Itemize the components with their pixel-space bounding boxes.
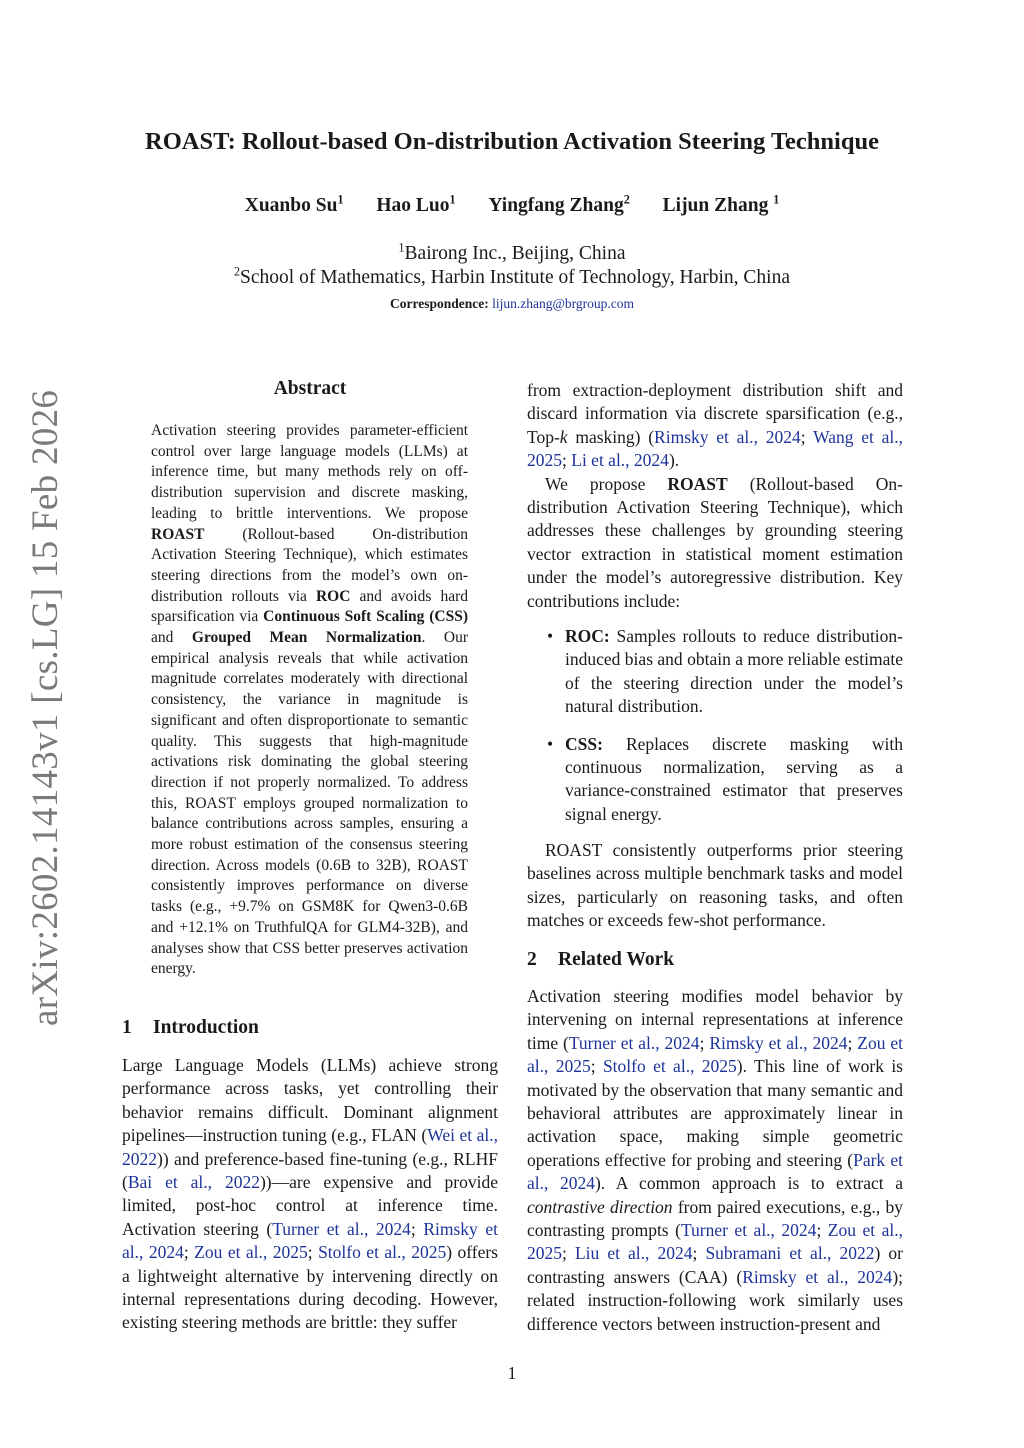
citation-link[interactable]: Turner et al., 2024 xyxy=(272,1218,411,1239)
citation-link[interactable]: Zou et al., 2025 xyxy=(527,1032,903,1077)
bullet-icon: • xyxy=(547,626,554,646)
author-affiliation-mark: 2 xyxy=(623,192,630,207)
citation-link[interactable]: Bai et al., 2022 xyxy=(127,1172,260,1193)
affiliation-text: Bairong Inc., Beijing, China xyxy=(404,243,626,264)
author-yingfang-zhang xyxy=(488,192,630,216)
summary-paragraph: ROAST consistently outperforms prior steering baselines across multiple benchmark tasks and model sizes, particularly on reasoning tasks, and often matches or exceeds few-shot performance. xyxy=(527,840,903,931)
author-affiliation-mark: 1 xyxy=(337,192,344,207)
citation-link[interactable]: Turner et al., 2024 xyxy=(568,1032,700,1053)
author-name: Lijun Zhang xyxy=(662,195,769,216)
author-lijun-zhang xyxy=(662,192,780,216)
gmn-term: Grouped Mean Normalization xyxy=(191,629,422,647)
author-xuanbo-su xyxy=(244,192,344,216)
author-affiliation-mark: 1 xyxy=(449,192,456,207)
contribution-item-roc: • ROC: Samples rollouts to reduce distribution-induced bias and obtain a more reliable estimate of the steering direction under the model’s natural distribution. xyxy=(547,626,903,717)
citation-link[interactable]: Rimsky et al., 2024 xyxy=(742,1266,893,1287)
section-heading-related-work xyxy=(527,949,674,971)
section-title: Related Work xyxy=(558,949,675,970)
author-list xyxy=(0,192,1024,217)
citation-link[interactable]: Zou et al., 2025 xyxy=(527,1220,903,1264)
affiliation-mark: 2 xyxy=(234,264,241,279)
abstract-heading: Abstract xyxy=(273,378,347,399)
citation-link[interactable]: Rimsky et al., 2024 xyxy=(654,426,801,447)
section-heading-introduction xyxy=(122,1017,259,1039)
citation-link[interactable]: Rimsky et al., 2024 xyxy=(122,1218,498,1263)
related-work-body: Activation steering modifies model behavior by intervening on internal representations at inference time (Turner et al., 2024; Rimsky et al., 2024; Zou et al., 2025; Stolfo et al., 2025). This line of work is motivated by the observation that many semantic and behavioral attributes are approximately linear in activation space, making simple geometric operations effective for probing and steering (Park et al., 2024). A common approach is to extract a contrastive direction from paired executions, e.g., by contrasting prompts (Turner et al., 2024; Zou et al., 2025; Liu et al., 2024; Subramani et al., 2022) or contrasting answers (CAA) (Rimsky et al., 2024); related instruction-following work similarly uses difference vectors between instruction-present and xyxy=(527,986,904,1334)
section-number: 1 xyxy=(122,1017,132,1038)
correspondence-label: Correspondence: xyxy=(389,296,489,311)
author-name: Yingfang Zhang xyxy=(488,195,624,216)
introduction-continued xyxy=(527,379,903,613)
citation-link[interactable]: Subramani et al., 2022 xyxy=(705,1243,875,1264)
abstract-body: Activation steering provides parameter-efficient control over large language models (LLMs) at inference time, but many methods rely on off-distribution supervision and discrete masking, leading to brittle interventions. We propose ROAST (Rollout-based On-distribution Activation Steering Technique), which estimates steering directions from the model’s own on-distribution rollouts via ROC and avoids hard sparsification via Continuous Soft Scaling (CSS) and Grouped Mean Normalization. Our empirical analysis reveals that while activation magnitude correlates moderately with directional consistency, the variance in magnitude is significant and often disproportionate to semantic quality. This suggests that high-magnitude activations risk dominating the global steering direction if not properly normalized. To address this, ROAST employs grouped normalization to balance contributions across samples, ensuring a more robust estimation of the consensus steering direction. Across models (0.6B to 32B), ROAST consistently improves performance on diverse tasks (e.g., +9.7% on GSM8K for Qwen3-0.6B and +12.1% on TruthfulQA for GLM4-32B), and analyses show that CSS better preserves activation energy. xyxy=(151,422,468,978)
citation-link[interactable]: Turner et al., 2024 xyxy=(680,1220,817,1241)
author-affiliation-mark: 1 xyxy=(773,192,780,207)
bullet-icon: • xyxy=(547,733,554,754)
citation-link[interactable]: Li et al., 2024 xyxy=(571,450,669,471)
css-term: Continuous Soft Scaling (CSS) xyxy=(263,608,468,626)
citation-link[interactable]: Rimsky et al., 2024 xyxy=(709,1032,848,1053)
citation-link[interactable]: Stolfo et al., 2025 xyxy=(602,1056,737,1077)
citation-link[interactable]: Zou et al., 2025 xyxy=(194,1242,308,1263)
affiliation-text: School of Mathematics, Harbin Institute of Technology, Harbin, China xyxy=(240,267,790,288)
roast-term: ROAST xyxy=(151,525,205,543)
author-name: Hao Luo xyxy=(376,195,450,216)
correspondence-line xyxy=(0,296,1024,312)
affiliation-mark: 1 xyxy=(398,240,405,255)
roast-term: ROAST xyxy=(667,473,728,494)
author-hao-luo xyxy=(376,192,456,216)
introduction-body: Large Language Models (LLMs) achieve strong performance across tasks, yet controlling their behavior remains difficult. Dominant alignment pipelines—instruction tuning (e.g., FLAN (Wei et al., 2022)) and preference-based fine-tuning (e.g., RLHF (Bai et al., 2022))—are expensive and provide limited, post-hoc control at inference time. Activation steering (Turner et al., 2024; Rimsky et al., 2024; Zou et al., 2025; Stolfo et al., 2025) offers a lightweight alternative by intervening directly on internal representations during decoding. However, existing steering methods are brittle: they suffer xyxy=(122,1055,499,1333)
citation-link[interactable]: Wei et al., 2022 xyxy=(122,1125,498,1169)
correspondence-email-link[interactable]: lijun.zhang@brgroup.com xyxy=(492,296,635,311)
paragraph: We propose ROAST (Rollout-based On-distribution Activation Steering Technique), which addresses these challenges by grounding steering vector extraction in statistical moment estimation under the model’s autoregressive distribution. Key contributions include: xyxy=(527,473,903,611)
citation-link[interactable]: Liu et al., 2024 xyxy=(574,1243,693,1264)
paragraph: from extraction-deployment distribution shift and discard information via discrete sparsification (e.g., Top-k masking) (Rimsky et al., 2024; Wang et al., 2025; Li et al., 2024). xyxy=(527,380,903,471)
contribution-item-css: • CSS: Replaces discrete masking with continuous normalization, serving as a variance-constrained estimator that preserves signal energy. xyxy=(547,733,903,824)
affiliation-2 xyxy=(0,264,1024,289)
author-name: Xuanbo Su xyxy=(244,195,338,216)
arxiv-identifier-stamp: arXiv:2602.14143v1 [cs.LG] 15 Feb 2026 xyxy=(25,389,66,1026)
section-title: Introduction xyxy=(153,1017,259,1038)
citation-link[interactable]: Park et al., 2024 xyxy=(527,1149,903,1194)
page-number: 1 xyxy=(507,1363,517,1383)
paper-title: ROAST: Rollout-based On-distribution Activation Steering Technique xyxy=(145,128,879,155)
citation-link[interactable]: Stolfo et al., 2025 xyxy=(318,1242,447,1263)
roc-term: ROC xyxy=(315,587,351,605)
contributions-list xyxy=(547,625,903,826)
affiliation-1 xyxy=(0,240,1024,265)
citation-link[interactable]: Wang et al., 2025 xyxy=(527,426,903,471)
section-number: 2 xyxy=(527,949,537,970)
